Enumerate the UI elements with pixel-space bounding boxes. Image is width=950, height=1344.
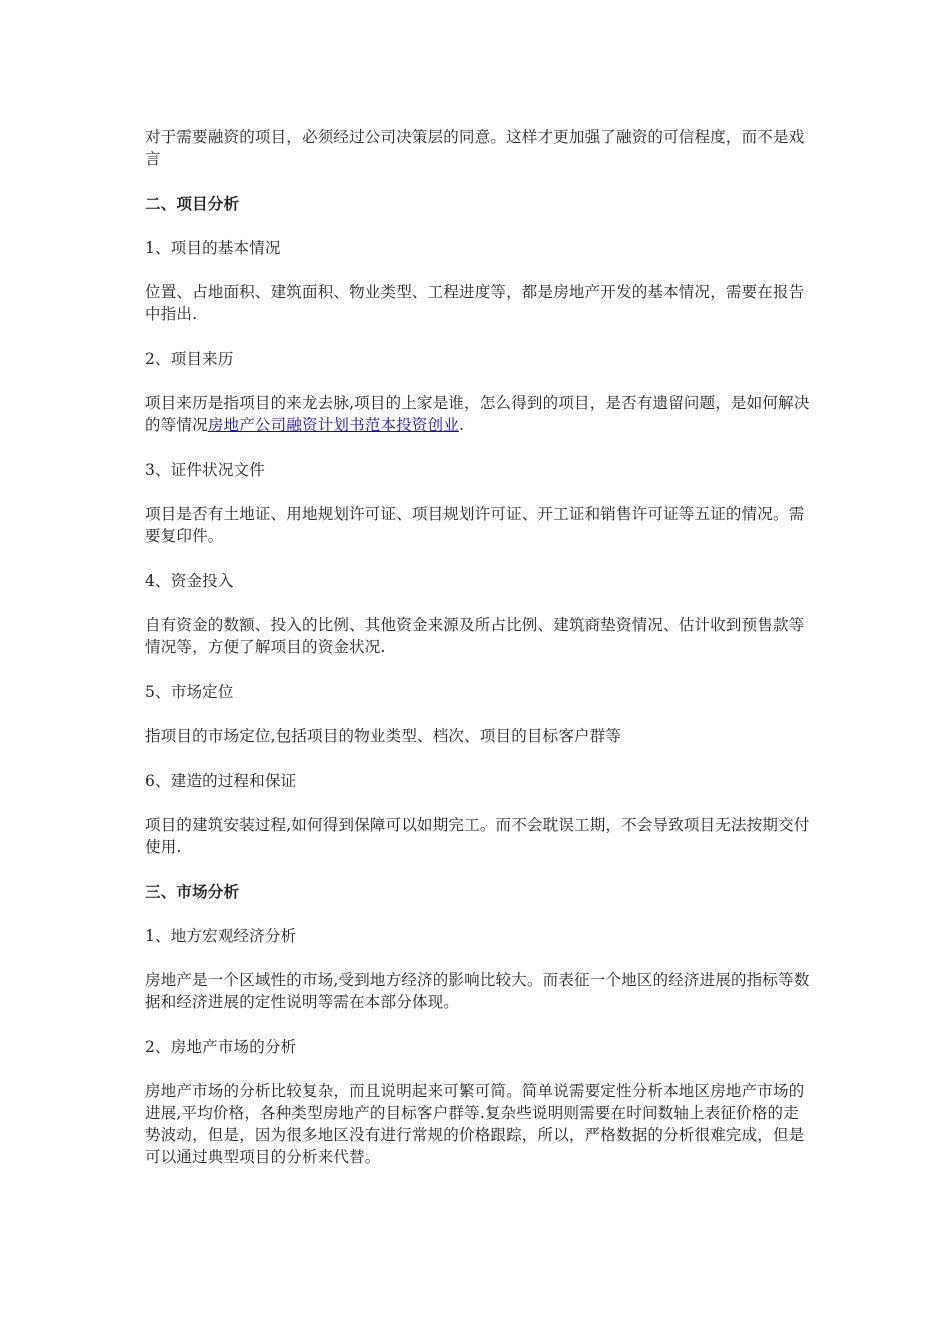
paragraph-market-positioning: 指项目的市场定位,包括项目的物业类型、档次、项目的目标客户群等 [145,727,622,745]
section-heading-project-analysis: 二、项目分析 [145,194,240,213]
subheading-certificates: 3、证件状况文件 [145,461,265,479]
paragraph-funding: 自有资金的数额、投入的比例、其他资金来源及所占比例、建筑商垫资情况、估计收到预售款等情况等，方便了解项目的资金状况. [145,616,805,656]
origin-period: . [459,416,465,434]
subheading-real-estate-market: 2、房地产市场的分析 [145,1038,297,1056]
paragraph-macro-economy: 房地产是一个区域性的市场,受到地方经济的影响比较大。而表征一个地区的经济进展的指标等数据和经济进展的定性说明等需在本部分体现。 [145,971,810,1011]
paragraph-certificates: 项目是否有土地证、用地规划许可证、项目规划许可证、开工证和销售许可证等五证的情况。需要复印件。 [145,505,805,545]
subheading-construction: 6、建造的过程和保证 [145,772,297,790]
origin-text: 项目来历是指项目的来龙去脉,项目的上家是谁，怎么得到的项目，是否有遗留问题，是如何解决的等情况 [145,394,810,434]
paragraph-basic-info: 位置、占地面积、建筑面积、物业类型、工程进度等，都是房地产开发的基本情况，需要在报告中指出. [145,283,805,323]
subheading-project-origin: 2、项目来历 [145,350,234,368]
document-body [145,126,810,1191]
subheading-market-positioning: 5、市场定位 [145,683,234,701]
subheading-basic-info: 1、项目的基本情况 [145,239,281,257]
paragraph-real-estate-market: 房地产市场的分析比较复杂，而且说明起来可繁可简。简单说需要定性分析本地区房地产市场的进展,平均价格，各种类型房地产的目标客户群等.复杂些说明则需要在时间数轴上表征价格的走势波动，但是，因为很多地区没有进行常规的价格跟踪，所以，严格数据的分析很难完成，但是可以通过典型项目的分析来代替。 [145,1082,805,1166]
financing-plan-link[interactable]: 房地产公司融资计划书范本投资创业 [207,416,460,434]
intro-paragraph: 对于需要融资的项目，必须经过公司决策层的同意。这样才更加强了融资的可信程度，而不是戏言 [145,128,805,168]
paragraph-construction: 项目的建筑安装过程,如何得到保障可以如期完工。而不会耽误工期，不会导致项目无法按期交付使用. [145,816,810,856]
subheading-macro-economy: 1、地方宏观经济分析 [145,927,297,945]
section-heading-market-analysis: 三、市场分析 [145,882,240,901]
subheading-funding: 4、资金投入 [145,572,234,590]
paragraph-project-origin [145,392,810,436]
